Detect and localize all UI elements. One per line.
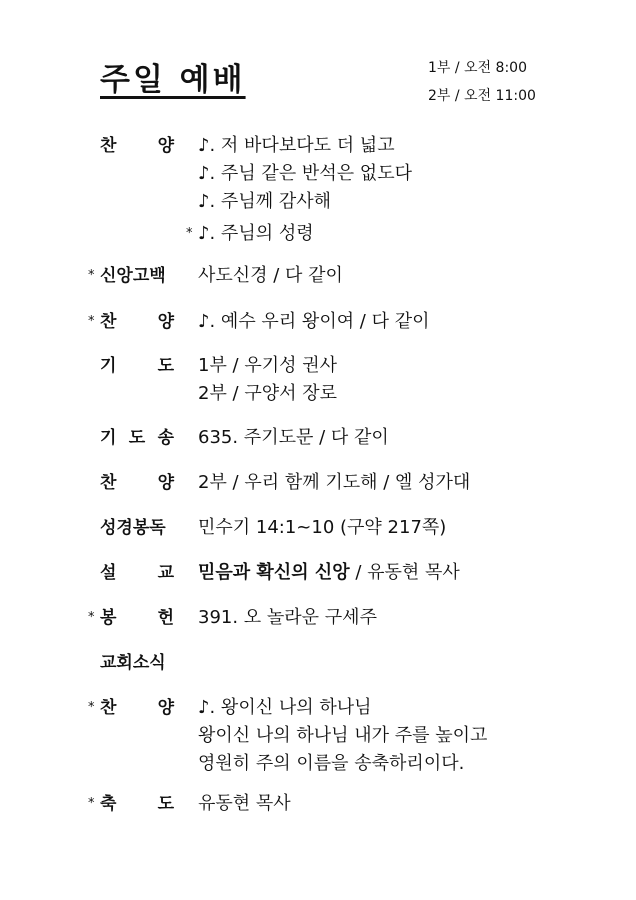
item-label: 찬 양: [100, 473, 174, 493]
service-time-1: 1부 / 오전 8:00: [428, 60, 527, 76]
item-content: 391. 오 놀라운 구세주: [198, 607, 377, 628]
item-label: 기 도 송: [100, 428, 174, 448]
item-label: 신앙고백: [100, 266, 166, 286]
item-content: ♪. 예수 우리 왕이여 / 다 같이: [198, 311, 430, 332]
lyric-line: 왕이신 나의 하나님 내가 주를 높이고: [198, 725, 488, 746]
item-content: 2부 / 우리 함께 기도해 / 엘 성가대: [198, 472, 471, 493]
standing-mark: *: [88, 700, 95, 715]
item-label: 찬 양: [100, 136, 174, 156]
standing-mark: *: [88, 610, 95, 625]
item-content: [198, 352, 337, 408]
item-content: [198, 559, 460, 587]
item-content: [198, 694, 487, 778]
item-content: 사도신경 / 다 같이: [198, 265, 343, 286]
item-content: 635. 주기도문 / 다 같이: [198, 427, 389, 448]
preacher: / 유동현 목사: [349, 562, 460, 583]
standing-mark: *: [186, 226, 193, 241]
standing-mark: *: [88, 268, 95, 283]
item-label: 설 교: [100, 563, 174, 583]
item-label: 성경봉독: [100, 518, 166, 538]
item-label: 축 도: [100, 794, 174, 814]
item-content: 유동현 목사: [198, 793, 291, 814]
item-label: 봉 헌: [100, 608, 174, 628]
item-label: 찬 양: [100, 698, 174, 718]
item-label: 교회소식: [100, 653, 166, 673]
song-line: ♪. 저 바다보다도 더 넓고: [198, 135, 395, 156]
song-line: ♪. 주님께 감사해: [198, 191, 331, 212]
item-content: [198, 132, 412, 248]
service-time-2: 2부 / 오전 11:00: [428, 88, 536, 104]
sermon-title: 믿음과 확신의 신앙: [198, 562, 350, 583]
item-label: 찬 양: [100, 312, 174, 332]
item-label: 기 도: [100, 356, 174, 376]
standing-mark: *: [88, 796, 95, 811]
song-line: ♪. 왕이신 나의 하나님: [198, 697, 372, 718]
page-title: 주일 예배: [100, 62, 246, 98]
prayer-line: 1부 / 우기성 권사: [198, 355, 338, 376]
item-content: 민수기 14:1~10 (구약 217쪽): [198, 517, 447, 538]
lyric-line: 영원히 주의 이름을 송축하리이다.: [198, 753, 465, 774]
service-times: [428, 54, 536, 110]
standing-mark: *: [88, 314, 95, 329]
prayer-line: 2부 / 구양서 장로: [198, 383, 338, 404]
song-line: ♪. 주님 같은 반석은 없도다: [198, 163, 412, 184]
song-line: ♪. 주님의 성령: [198, 223, 314, 244]
